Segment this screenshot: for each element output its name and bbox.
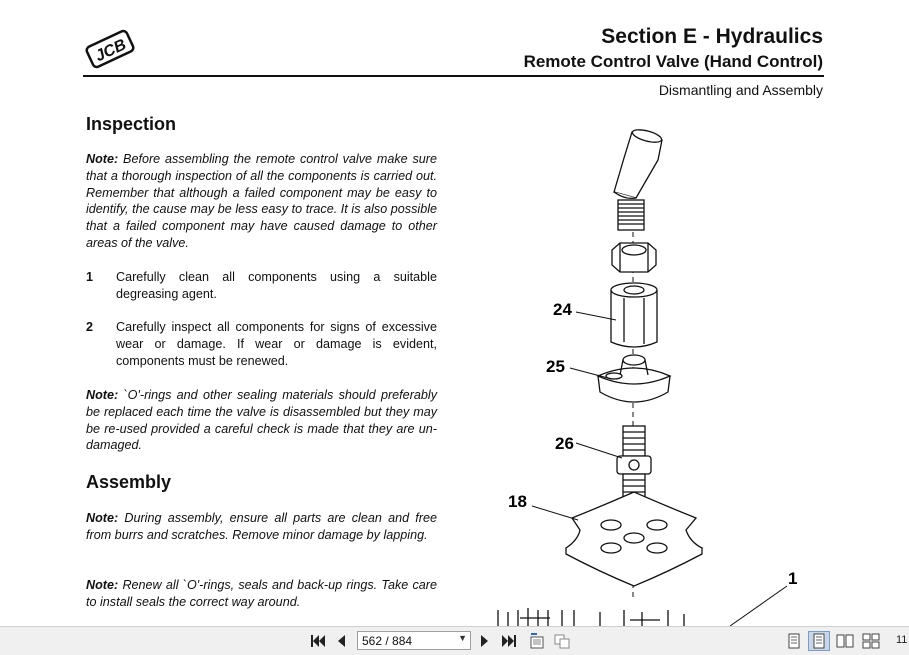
continuous-icon [812,633,826,649]
part-18-plate [566,492,702,586]
part-24-body [611,283,657,347]
note-text: Renew all `O'-rings, seals and back-up rings. Take care to install seals the correct way around. [86,578,437,609]
assembly-heading: Assembly [86,472,172,492]
next-page-button[interactable] [476,631,494,651]
page-indicator: 562 / 884 [362,633,413,648]
note-label: Note: [86,152,119,166]
fit-icon [553,633,571,649]
continuous-view-button[interactable] [808,631,830,651]
header-rule [83,75,824,77]
prev-page-icon [335,634,347,648]
next-page-icon [479,634,491,648]
viewer-toolbar [0,626,909,655]
single-page-icon [787,633,801,649]
logo-lettering: JCB [92,36,129,66]
first-page-button[interactable] [308,631,328,651]
note-label: Note: [86,388,119,402]
inspection-note-2 [86,387,437,454]
jcb-logo [84,27,136,71]
two-page-continuous-button[interactable] [860,631,882,651]
lower-body-partial [498,608,684,626]
inspection-heading: Inspection [86,114,177,134]
callout-25: 25 [546,357,565,376]
last-page-button[interactable] [499,631,519,651]
chevron-down-icon: ▼ [458,633,467,643]
handle-tube [614,127,663,198]
two-page-continuous-icon [862,633,880,649]
two-page-view-button[interactable] [834,631,856,651]
rotate-button[interactable] [527,631,547,651]
rotate-icon [528,633,546,649]
step-text: Carefully clean all components using a suitable degreasing agent. [116,270,437,301]
note-label: Note: [86,511,119,525]
inspection-step-2 [86,319,437,370]
fit-button[interactable] [552,631,572,651]
last-page-icon [501,634,517,648]
threaded-stem [618,200,644,230]
single-page-view-button[interactable] [784,631,804,651]
step-text: Carefully inspect all components for signs of excessive wear or damage. If wear or damage is evident, components must be renewed. [116,320,437,368]
valve-exploded-diagram [490,120,830,626]
part-25-dish [598,355,670,402]
step-number: 1 [86,270,94,284]
section-title: Section E - Hydraulics [601,25,823,48]
page-number-select[interactable] [357,631,471,650]
callout-18: 18 [508,492,527,511]
note-label: Note: [86,578,119,592]
note-text: Before assembling the remote control valve make sure that a thorough inspection of all the components is carried out. Remember that although a failed component may be easy to identify, the cause may be less easy to trace. It is also possible that a failed component may have caused damage to other areas of the valve. [86,152,437,250]
callout-24: 24 [553,300,572,319]
callout-1: 1 [788,569,798,588]
note-text: `O'-rings and other sealing materials should preferably be replaced each time the valve is disassembled but they may be re-used provided a careful check is made that they are un-damaged. [86,388,437,453]
note-text: During assembly, ensure all parts are clean and free from burrs and scratches. Remove minor damage by lapping. [86,511,437,542]
inspection-note-1 [86,151,437,252]
inspection-step-1 [86,269,437,303]
assembly-note-1 [86,510,437,544]
page-subtitle: Remote Control Valve (Hand Control) [523,52,823,71]
callout-26: 26 [555,434,574,453]
subsection-title: Dismantling and Assembly [658,82,823,98]
assembly-note-2 [86,577,437,611]
first-page-icon [310,634,326,648]
zoom-level-partial: 11 [896,634,908,646]
step-number: 2 [86,320,94,334]
prev-page-button[interactable] [332,631,350,651]
two-page-icon [836,633,854,649]
hex-nut [612,243,656,272]
